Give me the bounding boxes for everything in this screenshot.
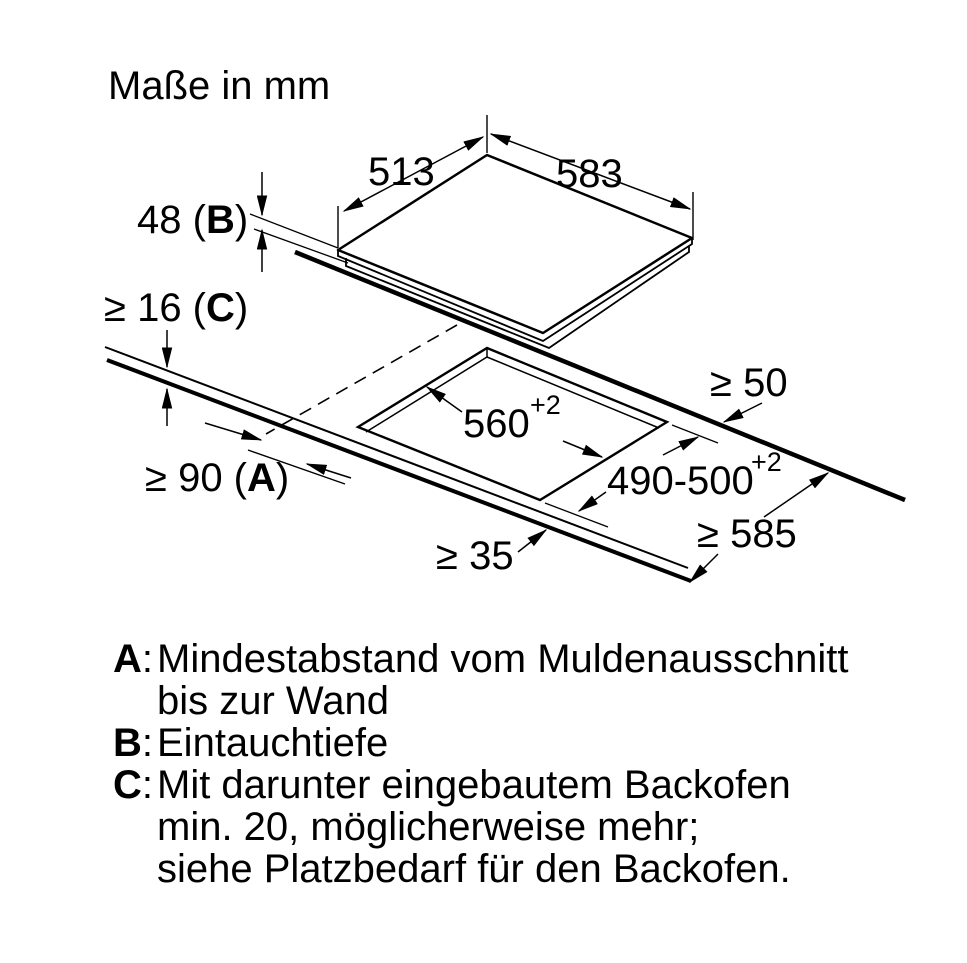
dim-label-560: 560 [463,402,530,446]
legend-text-c-line1: Mit darunter eingebautem Backofen [157,763,791,807]
legend-key-a: A [113,637,142,681]
dim-label-490-500: 490-500 [607,459,754,503]
dim-label-560-tolerance: +2 [530,390,561,420]
legend-text-c-line2: min. 20, möglicherweise mehr; [157,805,700,849]
legend-entry-b: B: Eintauchtiefe [113,721,389,765]
dimension-35 [436,530,546,578]
dim-label-583: 583 [556,152,623,196]
dim-label-48b: 48 (B) [137,198,249,242]
dim-label-16c: ≥ 16 (C) [104,286,249,330]
legend-text-a-line1: Mindestabstand vom Muldenausschnitt [157,637,849,681]
dim-label-585: ≥ 585 [697,512,797,556]
legend-key-b: B [113,721,142,765]
dim-label-490-500-tolerance: +2 [751,447,782,477]
dim-label-513: 513 [368,150,435,194]
dimension-90-a [145,423,351,500]
legend-entry-a: A: Mindestabstand vom Muldenausschnitt bis zur Wand [113,637,849,723]
dimension-48-b [137,172,348,272]
dim-label-90a: ≥ 90 (A) [145,456,290,500]
page-title: Maße in mm [108,64,331,108]
legend-entry-c: C: Mit darunter eingebautem Backofen min. 20, möglicherweise mehr; siehe Platzbedarf für den Backofen. [113,763,791,891]
legend-key-c: C [113,763,142,807]
dimension-50 [710,361,788,422]
legend-text-b-line1: Eintauchtiefe [157,721,389,765]
dim-label-50: ≥ 50 [710,361,788,405]
legend-text-c-line3: siehe Platzbedarf für den Backofen. [157,847,791,891]
legend [113,638,848,890]
dim-label-35: ≥ 35 [436,534,514,578]
legend-text-a-line2: bis zur Wand [157,679,389,723]
